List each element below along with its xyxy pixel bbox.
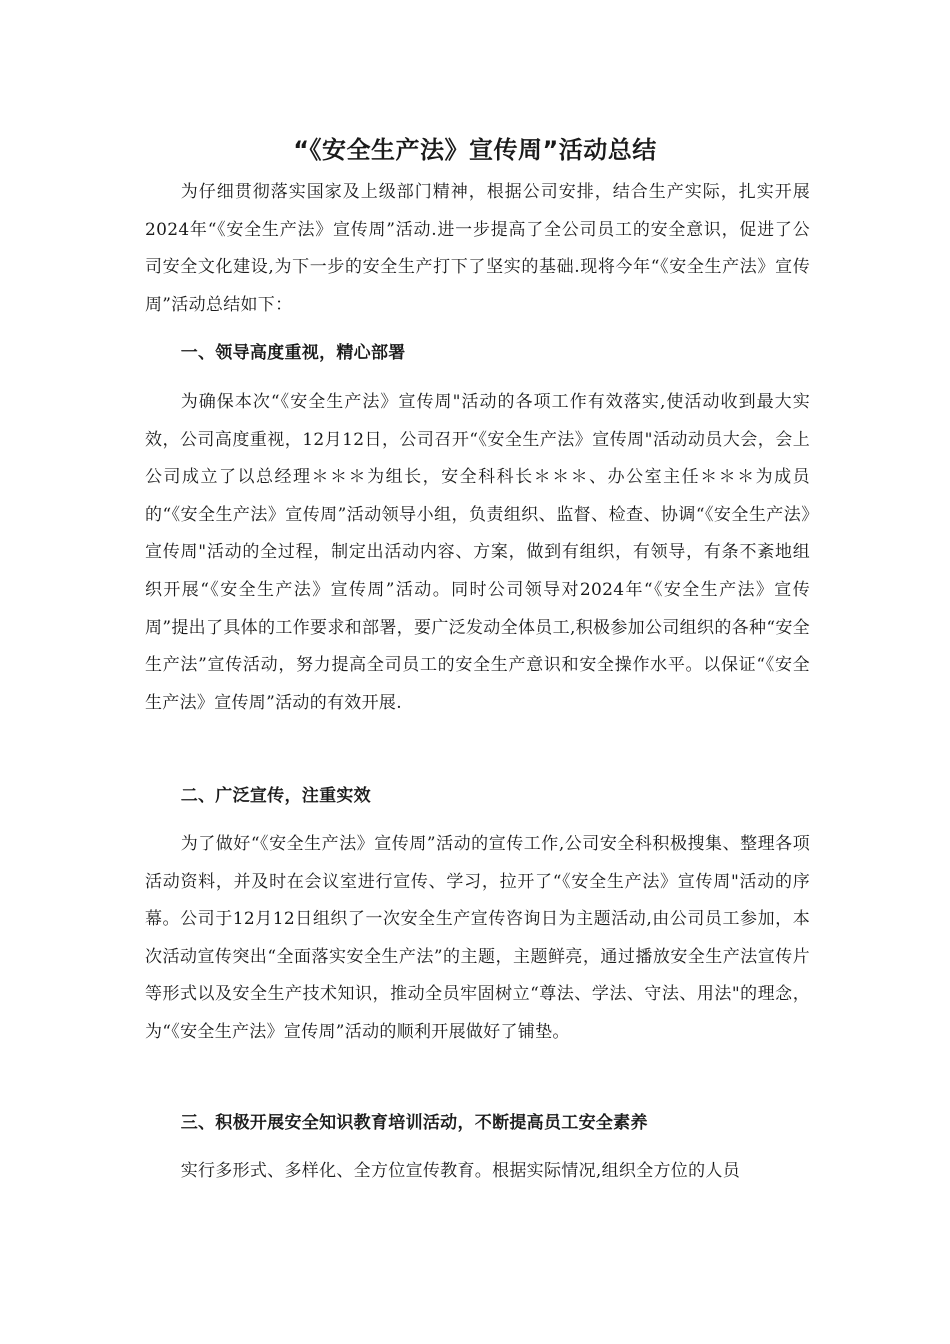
section-3-heading-block xyxy=(145,1108,810,1138)
section-1-heading-block xyxy=(145,338,810,368)
section-heading: 一、领导高度重视，精心部署 xyxy=(180,343,406,363)
section-paragraph: 为确保本次“《安全生产法》宣传周"活动的各项工作有效落实,使活动收到最大实效，公司高度重视，12月12日，公司召开“《安全生产法》宣传周"活动动员大会，会上公司成立了以总经理＊＊＊为组长，安全科科长＊＊＊、办公室主任＊＊＊为成员的“《安全生产法》宣传周”活动领导小组，负责组织、监督、检查、协调“《安全生产法》宣传周"活动的全过程，制定出活动内容、方案，做到有组织，有领导，有条不紊地组织开展“《安全生产法》宣传周”活动。同时公司领导对2024年“《安全生产法》宣传周”提出了具体的工作要求和部署，要广泛发动全体员工,积极参加公司组织的各种“安全生产法”宣传活动，努力提高全司员工的安全生产意识和安全操作水平。以保证“《安全生产法》宣传周”活动的有效开展. xyxy=(145,392,810,713)
document-title: “《安全生产法》宣传周”活动总结 xyxy=(293,136,657,164)
intro-paragraph: 为仔细贯彻落实国家及上级部门精神，根据公司安排，结合生产实际，扎实开展2024年“《安全生产法》宣传周”活动.进一步提高了全公司员工的安全意识，促进了公司安全文化建设,为下一步的安全生产打下了坚实的基础.现将今年“《安全生产法》宣传周”活动总结如下： xyxy=(145,182,810,315)
section-heading: 二、广泛宣传，注重实效 xyxy=(180,786,371,806)
section-1-body-block xyxy=(145,384,810,722)
section-3-body-block xyxy=(145,1153,810,1191)
section-paragraph: 实行多形式、多样化、全方位宣传教育。根据实际情况,组织全方位的人员 xyxy=(180,1161,740,1181)
section-paragraph: 为了做好“《安全生产法》宣传周”活动的宣传工作,公司安全科积极搜集、整理各项活动资料，并及时在会议室进行宣传、学习，拉开了“《安全生产法》宣传周"活动的序幕。公司于12月12日组织了一次安全生产宣传咨询日为主题活动,由公司员工参加，本次活动宣传突出“全面落实安全生产法”的主题，主题鲜亮，通过播放安全生产法宣传片等形式以及安全生产技术知识，推动全员牢固树立“尊法、学法、守法、用法"的理念，为“《安全生产法》宣传周”活动的顺利开展做好了铺垫。 xyxy=(145,834,810,1042)
intro-block xyxy=(145,174,810,324)
section-2-heading-block xyxy=(145,781,810,811)
section-heading: 三、积极开展安全知识教育培训活动，不断提高员工安全素养 xyxy=(180,1113,648,1133)
section-2-body-block xyxy=(145,826,810,1052)
